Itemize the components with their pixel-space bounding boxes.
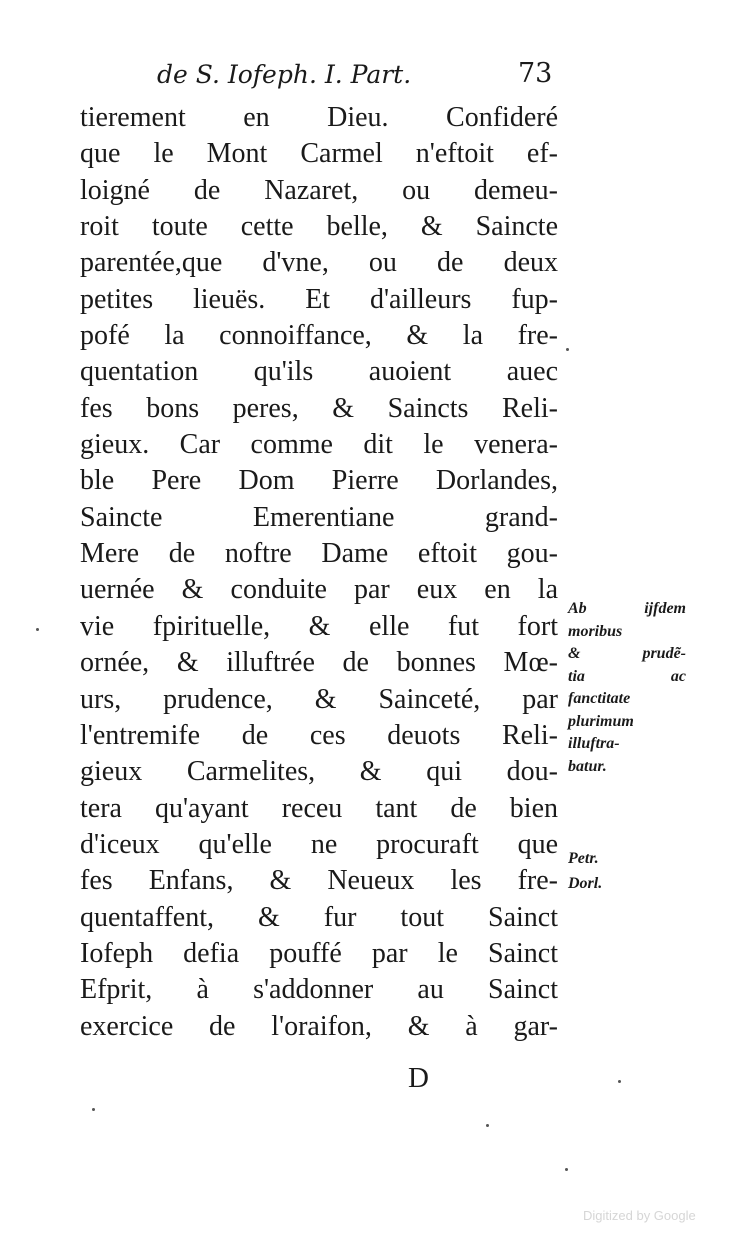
body-line: ble Pere Dom Pierre Dorlandes, <box>80 465 558 497</box>
margin-note-latin <box>568 598 686 778</box>
body-line: gieux Carmelites, & qui dou- <box>80 756 558 788</box>
paper-speck <box>486 1124 489 1127</box>
body-line: loigné de Nazaret, ou demeu- <box>80 174 558 206</box>
body-line: tierement en Dieu. Confideré <box>80 102 558 133</box>
source-note-line: Petr. <box>568 850 599 867</box>
body-line: Mere de noftre Dame eftoit gou- <box>80 538 558 570</box>
body-line: Efprit, à s'addonner au Sainct <box>80 974 558 1006</box>
signature-mark: D <box>408 1062 429 1094</box>
margin-note-line: fanctitate <box>568 690 631 707</box>
body-line: gieux. Car comme dit le venera- <box>80 429 558 461</box>
page-number: 73 <box>518 58 553 89</box>
paper-speck <box>92 1108 95 1111</box>
margin-note-line: illuftra- <box>568 735 620 752</box>
body-line: exercice de l'oraifon, & à gar- <box>80 1010 558 1042</box>
body-line: vie fpirituelle, & elle fut fort <box>80 610 558 642</box>
paper-speck <box>36 628 39 631</box>
margin-note-line: tia ac <box>568 667 686 685</box>
body-line: d'iceux qu'elle ne procuraft que <box>80 828 558 860</box>
running-head: de S. Iofeph. I. Part. <box>157 60 412 89</box>
paper-speck <box>566 348 569 351</box>
body-line: fes Enfans, & Neueux les fre- <box>80 865 558 897</box>
source-note-line: Dorl. <box>568 875 603 892</box>
body-line: quentaffent, & fur tout Sainct <box>80 901 558 933</box>
body-line: parentée,que d'vne, ou de deux <box>80 247 558 279</box>
body-line: pofé la connoiffance, & la fre- <box>80 320 558 352</box>
paper-speck <box>618 1080 621 1083</box>
body-line: fes bons peres, & Saincts Reli- <box>80 392 558 424</box>
body-line: urs, prudence, & Sainceté, par <box>80 683 558 715</box>
margin-note-line: plurimum <box>568 712 634 730</box>
body-line: Iofeph defia pouffé par le Sainct <box>80 937 558 969</box>
body-line: que le Mont Carmel n'eftoit ef- <box>80 138 558 170</box>
body-text <box>80 100 558 1045</box>
body-line: tera qu'ayant receu tant de bien <box>80 792 558 824</box>
body-line: l'entremife de ces deuots Reli- <box>80 719 558 751</box>
margin-note-line: moribus <box>568 622 623 640</box>
margin-note-line: Ab ijfdem <box>568 600 686 617</box>
watermark: Digitized by Google <box>583 1208 696 1223</box>
margin-note-line: & prudẽ- <box>568 645 686 662</box>
body-line: roit toute cette belle, & Saincte <box>80 211 558 243</box>
body-line: quentation qu'ils auoient auec <box>80 356 558 388</box>
margin-note-line: batur. <box>568 757 607 775</box>
body-line: Saincte Emerentiane grand- <box>80 501 558 533</box>
body-line: uernée & conduite par eux en la <box>80 574 558 606</box>
paper-speck <box>565 1168 568 1171</box>
margin-note-source <box>568 846 628 896</box>
body-line: ornée, & illuftrée de bonnes Mœ- <box>80 647 558 679</box>
body-line: petites lieuës. Et d'ailleurs fup- <box>80 283 558 315</box>
